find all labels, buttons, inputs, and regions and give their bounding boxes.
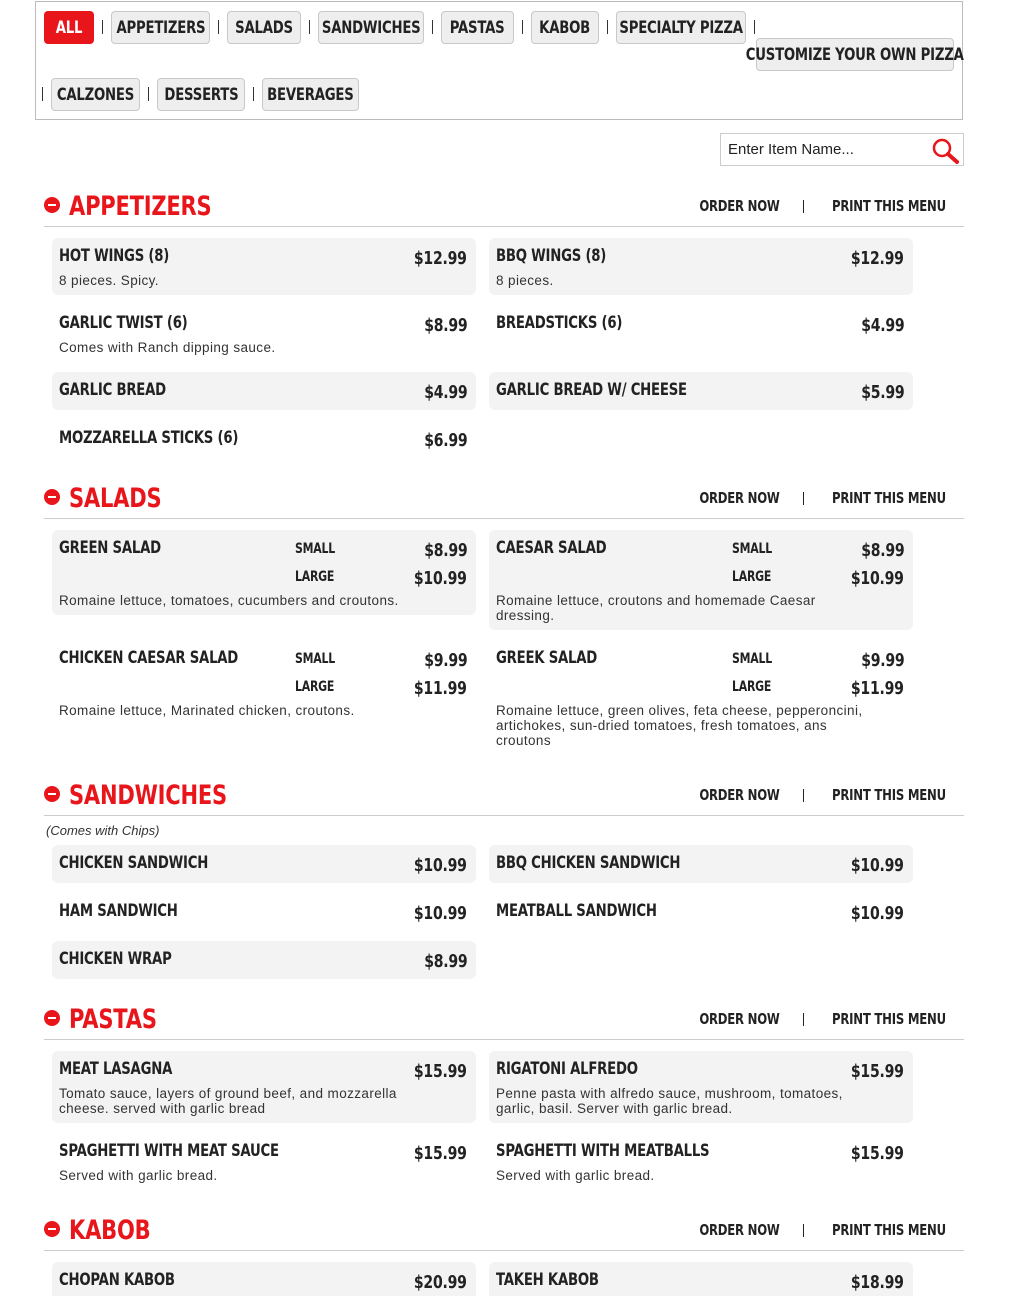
size-label: SMALL <box>295 651 335 667</box>
menu-item[interactable] <box>52 640 476 725</box>
menu-item[interactable] <box>52 305 476 362</box>
separator <box>803 789 804 802</box>
item-name: BREADSTICKS (6) <box>496 313 623 333</box>
item-name: MOZZARELLA STICKS (6) <box>59 428 239 448</box>
category-specialty-pizza-button[interactable]: SPECIALTY PIZZA <box>616 11 746 44</box>
item-name: SPAGHETTI WITH MEATBALLS <box>496 1141 710 1161</box>
item-name: BBQ WINGS (8) <box>496 246 607 266</box>
order-now-link[interactable]: ORDER NOW <box>699 1221 780 1239</box>
section-salads <box>44 485 964 760</box>
print-menu-link[interactable]: PRINT THIS MENU <box>832 786 946 804</box>
category-sandwiches-button[interactable]: SANDWICHES <box>318 11 424 44</box>
order-now-link[interactable]: ORDER NOW <box>699 197 780 215</box>
item-price: $15.99 <box>414 1061 467 1082</box>
item-price: $4.99 <box>423 382 467 403</box>
item-price: $15.99 <box>851 1061 904 1082</box>
section-title: SALADS <box>69 483 162 514</box>
item-name: MEATBALL SANDWICH <box>496 901 657 921</box>
item-name: RIGATONI ALFREDO <box>496 1059 638 1079</box>
section-title: PASTAS <box>69 1004 157 1035</box>
item-search <box>720 133 964 166</box>
section-title: KABOB <box>69 1217 151 1246</box>
menu-item[interactable] <box>52 845 476 883</box>
separator <box>148 87 149 101</box>
item-name: CHICKEN WRAP <box>59 949 172 969</box>
item-price: $10.99 <box>414 903 467 924</box>
separator <box>522 20 523 34</box>
collapse-icon[interactable] <box>44 786 60 802</box>
menu-item[interactable] <box>489 372 913 410</box>
item-name: GREEN SALAD <box>59 538 161 558</box>
section-kabob <box>44 1217 964 1296</box>
menu-item[interactable] <box>489 893 913 931</box>
menu-item[interactable] <box>489 1262 913 1296</box>
section-header <box>44 1006 964 1040</box>
item-price: $6.99 <box>423 430 467 451</box>
order-now-link[interactable]: ORDER NOW <box>699 786 780 804</box>
size-label: LARGE <box>295 569 335 585</box>
category-all-button[interactable]: ALL <box>44 11 94 44</box>
category-calzones-button[interactable]: CALZONES <box>51 78 140 111</box>
collapse-icon[interactable] <box>44 197 60 213</box>
separator <box>803 200 804 213</box>
category-appetizers-button[interactable]: APPETIZERS <box>111 11 210 44</box>
item-price: $8.99 <box>423 540 467 561</box>
section-appetizers <box>44 193 964 463</box>
separator <box>309 20 310 34</box>
order-now-link[interactable]: ORDER NOW <box>699 489 780 507</box>
item-price: $15.99 <box>414 1143 467 1164</box>
item-name: GARLIC BREAD W/ CHEESE <box>496 380 687 400</box>
item-description: Romaine lettuce, Marinated chicken, croutons. <box>59 703 355 718</box>
item-name: SPAGHETTI WITH MEAT SAUCE <box>59 1141 279 1161</box>
collapse-icon[interactable] <box>44 1010 60 1026</box>
item-name: MEAT LASAGNA <box>59 1059 173 1079</box>
item-price: $11.99 <box>414 678 467 699</box>
collapse-icon[interactable] <box>44 489 60 505</box>
item-price: $5.99 <box>860 382 904 403</box>
menu-item[interactable] <box>52 238 476 295</box>
section-header <box>44 1217 964 1251</box>
item-name: CHOPAN KABOB <box>59 1270 175 1290</box>
order-now-link[interactable]: ORDER NOW <box>699 1010 780 1028</box>
category-kabob-button[interactable]: KABOB <box>531 11 599 44</box>
print-menu-link[interactable]: PRINT THIS MENU <box>832 489 946 507</box>
separator <box>102 20 103 34</box>
item-description: 8 pieces. Spicy. <box>59 273 159 288</box>
item-price: $8.99 <box>423 315 467 336</box>
separator <box>432 20 433 34</box>
separator <box>253 87 254 101</box>
item-name: CHICKEN CAESAR SALAD <box>59 648 239 668</box>
menu-item[interactable] <box>489 1051 913 1123</box>
category-pastas-button[interactable]: PASTAS <box>441 11 514 44</box>
menu-item[interactable] <box>52 420 476 458</box>
menu-item[interactable] <box>52 893 476 931</box>
item-price: $15.99 <box>851 1143 904 1164</box>
size-label: LARGE <box>732 679 772 695</box>
item-price: $10.99 <box>414 855 467 876</box>
item-price: $12.99 <box>414 248 467 269</box>
menu-item[interactable] <box>489 845 913 883</box>
section-sandwiches <box>44 782 964 987</box>
item-name: CAESAR SALAD <box>496 538 607 558</box>
item-price: $20.99 <box>414 1272 467 1293</box>
print-menu-link[interactable]: PRINT THIS MENU <box>832 1221 946 1239</box>
category-salads-button[interactable]: SALADS <box>227 11 301 44</box>
item-description: Comes with Ranch dipping sauce. <box>59 340 276 355</box>
category-desserts-button[interactable]: DESSERTS <box>157 78 245 111</box>
item-name: HAM SANDWICH <box>59 901 178 921</box>
print-menu-link[interactable]: PRINT THIS MENU <box>832 1010 946 1028</box>
item-price: $10.99 <box>851 903 904 924</box>
section-header <box>44 485 964 519</box>
separator <box>218 20 219 34</box>
item-name: TAKEH KABOB <box>496 1270 599 1290</box>
item-price: $10.99 <box>851 568 904 589</box>
item-name: GARLIC TWIST (6) <box>59 313 188 333</box>
search-icon[interactable] <box>931 137 959 164</box>
item-name: GREEK SALAD <box>496 648 598 668</box>
menu-item[interactable] <box>489 640 913 755</box>
item-price: $10.99 <box>851 855 904 876</box>
item-description: Romaine lettuce, croutons and homemade Caesar dressing. <box>496 593 816 623</box>
separator <box>607 20 608 34</box>
size-label: SMALL <box>295 541 335 557</box>
menu-item[interactable] <box>52 1133 476 1190</box>
collapse-icon[interactable] <box>44 1221 60 1237</box>
item-description: Romaine lettuce, green olives, feta cheese, pepperoncini, artichokes, sun-dried tomatoes, fresh tomatoes, ans croutons <box>496 703 863 748</box>
size-label: SMALL <box>732 541 772 557</box>
size-label: SMALL <box>732 651 772 667</box>
separator <box>803 1013 804 1026</box>
item-price: $18.99 <box>851 1272 904 1293</box>
menu-item[interactable] <box>52 941 476 979</box>
menu-item[interactable] <box>52 1051 476 1123</box>
item-description: Romaine lettuce, tomatoes, cucumbers and croutons. <box>59 593 399 608</box>
size-label: LARGE <box>295 679 335 695</box>
item-name: GARLIC BREAD <box>59 380 166 400</box>
menu-item[interactable] <box>489 305 913 345</box>
menu-item[interactable] <box>52 372 476 410</box>
print-menu-link[interactable]: PRINT THIS MENU <box>832 197 946 215</box>
menu-item[interactable] <box>489 530 913 630</box>
item-description: Served with garlic bread. <box>496 1168 655 1183</box>
separator <box>803 1224 804 1237</box>
item-price: $9.99 <box>423 650 467 671</box>
section-header <box>44 782 964 816</box>
section-title: SANDWICHES <box>69 780 227 811</box>
item-name: HOT WINGS (8) <box>59 246 170 266</box>
category-customize-pizza-button[interactable]: CUSTOMIZE YOUR OWN PIZZA <box>756 38 954 71</box>
section-title: APPETIZERS <box>69 191 212 222</box>
menu-item[interactable] <box>52 1262 476 1296</box>
item-price: $8.99 <box>860 540 904 561</box>
menu-item[interactable] <box>489 238 913 295</box>
item-description: Penne pasta with alfredo sauce, mushroom, tomatoes, garlic, basil. Server with garlic bread. <box>496 1086 843 1116</box>
separator <box>803 492 804 505</box>
item-price: $12.99 <box>851 248 904 269</box>
item-price: $4.99 <box>860 315 904 336</box>
search-input[interactable] <box>721 134 926 165</box>
size-label: LARGE <box>732 569 772 585</box>
item-price: $9.99 <box>860 650 904 671</box>
category-beverages-button[interactable]: BEVERAGES <box>262 78 359 111</box>
item-name: BBQ CHICKEN SANDWICH <box>496 853 681 873</box>
category-nav <box>35 1 963 120</box>
section-header <box>44 193 964 227</box>
item-price: $8.99 <box>423 951 467 972</box>
item-description: 8 pieces. <box>496 273 554 288</box>
item-description: Tomato sauce, layers of ground beef, and mozzarella cheese. served with garlic bread <box>59 1086 397 1116</box>
item-description: Served with garlic bread. <box>59 1168 218 1183</box>
item-name: CHICKEN SANDWICH <box>59 853 209 873</box>
menu-item[interactable] <box>52 530 476 615</box>
separator <box>42 87 43 101</box>
section-note: (Comes with Chips) <box>46 823 160 838</box>
section-pastas <box>44 1006 964 1191</box>
item-price: $11.99 <box>851 678 904 699</box>
item-price: $10.99 <box>414 568 467 589</box>
separator <box>754 20 755 34</box>
menu-item[interactable] <box>489 1133 913 1190</box>
